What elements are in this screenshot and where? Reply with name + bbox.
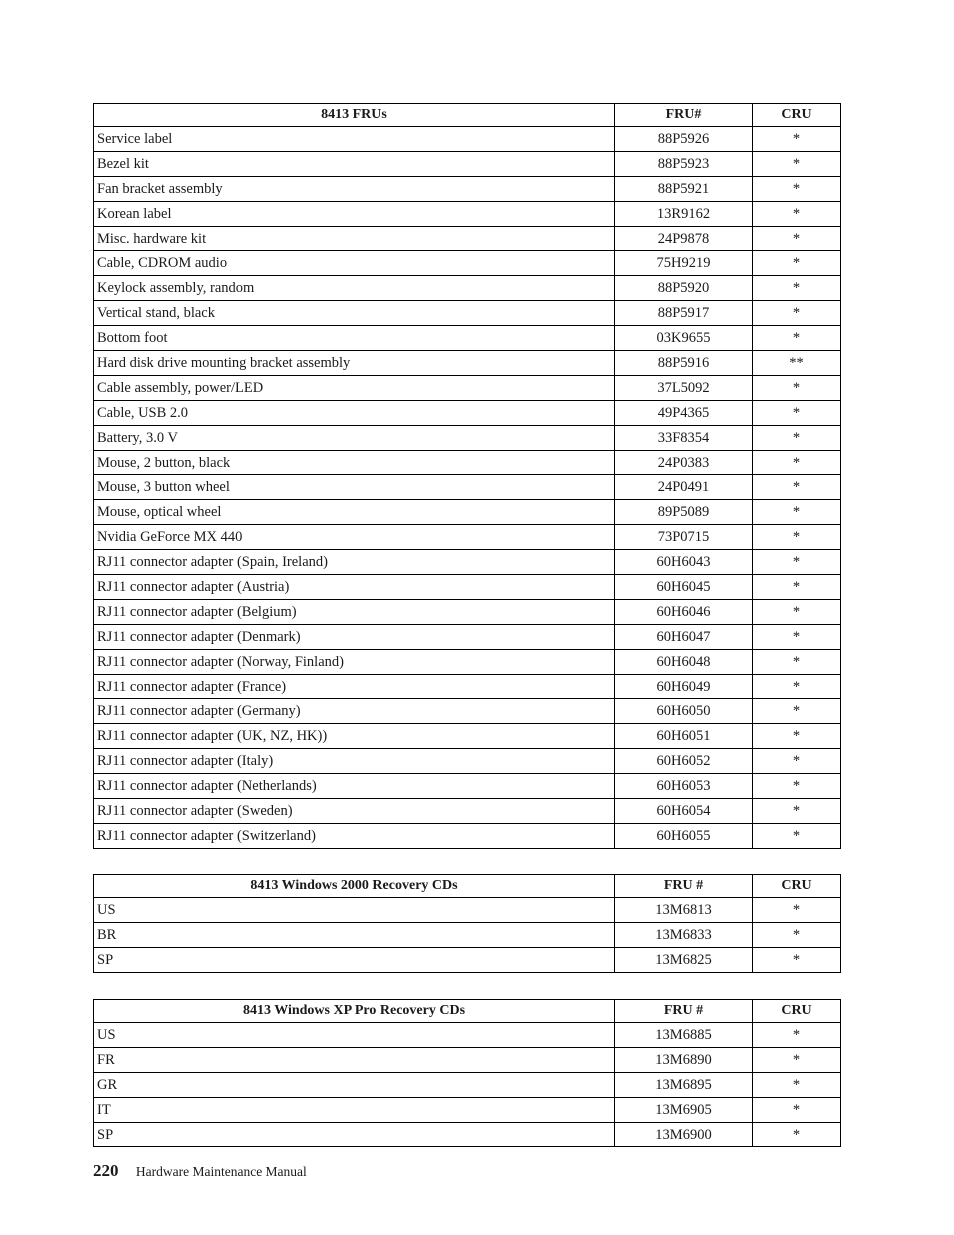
fru-number: 89P5089	[615, 500, 753, 525]
cru-indicator: *	[753, 276, 841, 301]
table-row	[94, 550, 841, 575]
header-description: 8413 Windows XP Pro Recovery CDs	[94, 1000, 615, 1023]
fru-number: 73P0715	[615, 525, 753, 550]
fru-description: Vertical stand, black	[94, 301, 615, 326]
fru-number: 13M6895	[615, 1072, 753, 1097]
fru-number: 88P5926	[615, 127, 753, 152]
header-fru-number: FRU #	[615, 1000, 753, 1023]
cru-indicator: *	[753, 301, 841, 326]
fru-description: RJ11 connector adapter (Germany)	[94, 699, 615, 724]
fru-description: RJ11 connector adapter (Austria)	[94, 575, 615, 600]
fru-number: 60H6047	[615, 624, 753, 649]
fru-number: 60H6046	[615, 599, 753, 624]
fru-description: RJ11 connector adapter (Netherlands)	[94, 774, 615, 799]
fru-description: RJ11 connector adapter (UK, NZ, HK))	[94, 724, 615, 749]
cru-indicator: *	[753, 176, 841, 201]
page-footer	[93, 1161, 307, 1181]
fru-description: Bottom foot	[94, 326, 615, 351]
fru-description: Cable, CDROM audio	[94, 251, 615, 276]
fru-number: 60H6045	[615, 575, 753, 600]
table-row	[94, 176, 841, 201]
fru-description: SP	[94, 947, 615, 972]
fru-description: US	[94, 898, 615, 923]
table-row	[94, 450, 841, 475]
fru-number: 24P0491	[615, 475, 753, 500]
fru-number: 60H6054	[615, 799, 753, 824]
windows-2000-recovery-cds-table	[93, 874, 841, 973]
fru-number: 88P5921	[615, 176, 753, 201]
table-row	[94, 898, 841, 923]
table-row	[94, 699, 841, 724]
fru-table	[93, 103, 841, 849]
fru-description: Korean label	[94, 201, 615, 226]
fru-description: Hard disk drive mounting bracket assembly	[94, 351, 615, 376]
cru-indicator: *	[753, 151, 841, 176]
cru-indicator: *	[753, 375, 841, 400]
fru-number: 88P5920	[615, 276, 753, 301]
table-row	[94, 749, 841, 774]
fru-description: Nvidia GeForce MX 440	[94, 525, 615, 550]
table-header-row	[94, 104, 841, 127]
fru-number: 88P5917	[615, 301, 753, 326]
fru-number: 88P5916	[615, 351, 753, 376]
header-description: 8413 FRUs	[94, 104, 615, 127]
fru-description: US	[94, 1023, 615, 1048]
table-row	[94, 127, 841, 152]
fru-number: 13M6905	[615, 1097, 753, 1122]
fru-description: Cable, USB 2.0	[94, 400, 615, 425]
cru-indicator: *	[753, 724, 841, 749]
fru-description: Mouse, 3 button wheel	[94, 475, 615, 500]
cru-indicator: *	[753, 674, 841, 699]
manual-title: Hardware Maintenance Manual	[135, 1164, 307, 1179]
header-fru-number: FRU #	[615, 875, 753, 898]
fru-description: Fan bracket assembly	[94, 176, 615, 201]
cru-indicator: *	[753, 575, 841, 600]
fru-description: RJ11 connector adapter (France)	[94, 674, 615, 699]
table-row	[94, 799, 841, 824]
fru-number: 24P9878	[615, 226, 753, 251]
cru-indicator: *	[753, 326, 841, 351]
fru-description: Mouse, 2 button, black	[94, 450, 615, 475]
cru-indicator: *	[753, 1047, 841, 1072]
cru-indicator: *	[753, 599, 841, 624]
table-row	[94, 525, 841, 550]
table-row	[94, 475, 841, 500]
table-row	[94, 1047, 841, 1072]
table-row	[94, 226, 841, 251]
fru-number: 60H6052	[615, 749, 753, 774]
table-row	[94, 301, 841, 326]
cru-indicator: **	[753, 351, 841, 376]
fru-description: Misc. hardware kit	[94, 226, 615, 251]
fru-number: 13M6813	[615, 898, 753, 923]
fru-number: 13M6900	[615, 1122, 753, 1147]
table-row	[94, 400, 841, 425]
fru-number: 24P0383	[615, 450, 753, 475]
fru-description: FR	[94, 1047, 615, 1072]
header-cru: CRU	[753, 1000, 841, 1023]
fru-number: 13R9162	[615, 201, 753, 226]
fru-description: RJ11 connector adapter (Switzerland)	[94, 823, 615, 848]
table-header-row	[94, 875, 841, 898]
windows-xp-pro-recovery-cds-table	[93, 999, 841, 1147]
table-row	[94, 774, 841, 799]
table-row	[94, 1023, 841, 1048]
header-cru: CRU	[753, 875, 841, 898]
cru-indicator: *	[753, 699, 841, 724]
header-cru: CRU	[753, 104, 841, 127]
table-row	[94, 649, 841, 674]
table-row	[94, 425, 841, 450]
fru-number: 13M6890	[615, 1047, 753, 1072]
fru-description: BR	[94, 922, 615, 947]
cru-indicator: *	[753, 525, 841, 550]
fru-number: 60H6050	[615, 699, 753, 724]
table-row	[94, 947, 841, 972]
cru-indicator: *	[753, 500, 841, 525]
cru-indicator: *	[753, 749, 841, 774]
fru-number: 88P5923	[615, 151, 753, 176]
cru-indicator: *	[753, 823, 841, 848]
fru-number: 13M6825	[615, 947, 753, 972]
cru-indicator: *	[753, 799, 841, 824]
fru-description: SP	[94, 1122, 615, 1147]
cru-indicator: *	[753, 201, 841, 226]
cru-indicator: *	[753, 624, 841, 649]
table-row	[94, 375, 841, 400]
table-row	[94, 674, 841, 699]
cru-indicator: *	[753, 1122, 841, 1147]
table-row	[94, 500, 841, 525]
fru-number: 60H6055	[615, 823, 753, 848]
table-row	[94, 1097, 841, 1122]
cru-indicator: *	[753, 450, 841, 475]
table-row	[94, 1072, 841, 1097]
fru-number: 60H6048	[615, 649, 753, 674]
table-row	[94, 251, 841, 276]
page-number: 220	[93, 1161, 119, 1180]
table-header-row	[94, 1000, 841, 1023]
table-row	[94, 724, 841, 749]
cru-indicator: *	[753, 550, 841, 575]
table-row	[94, 151, 841, 176]
fru-number: 33F8354	[615, 425, 753, 450]
header-fru-number: FRU#	[615, 104, 753, 127]
cru-indicator: *	[753, 475, 841, 500]
fru-description: GR	[94, 1072, 615, 1097]
fru-description: RJ11 connector adapter (Spain, Ireland)	[94, 550, 615, 575]
fru-description: RJ11 connector adapter (Sweden)	[94, 799, 615, 824]
cru-indicator: *	[753, 226, 841, 251]
fru-number: 13M6885	[615, 1023, 753, 1048]
fru-number: 60H6051	[615, 724, 753, 749]
fru-number: 37L5092	[615, 375, 753, 400]
header-description: 8413 Windows 2000 Recovery CDs	[94, 875, 615, 898]
fru-description: RJ11 connector adapter (Belgium)	[94, 599, 615, 624]
cru-indicator: *	[753, 127, 841, 152]
cru-indicator: *	[753, 425, 841, 450]
table-row	[94, 823, 841, 848]
fru-description: RJ11 connector adapter (Italy)	[94, 749, 615, 774]
table-row	[94, 922, 841, 947]
fru-description: RJ11 connector adapter (Norway, Finland)	[94, 649, 615, 674]
fru-number: 13M6833	[615, 922, 753, 947]
table-row	[94, 599, 841, 624]
fru-description: IT	[94, 1097, 615, 1122]
fru-description: Service label	[94, 127, 615, 152]
cru-indicator: *	[753, 922, 841, 947]
fru-description: Keylock assembly, random	[94, 276, 615, 301]
fru-description: Battery, 3.0 V	[94, 425, 615, 450]
cru-indicator: *	[753, 1072, 841, 1097]
fru-number: 60H6043	[615, 550, 753, 575]
cru-indicator: *	[753, 774, 841, 799]
cru-indicator: *	[753, 1023, 841, 1048]
cru-indicator: *	[753, 251, 841, 276]
cru-indicator: *	[753, 898, 841, 923]
fru-number: 60H6053	[615, 774, 753, 799]
table-row	[94, 624, 841, 649]
table-row	[94, 326, 841, 351]
fru-number: 60H6049	[615, 674, 753, 699]
fru-description: Mouse, optical wheel	[94, 500, 615, 525]
cru-indicator: *	[753, 1097, 841, 1122]
fru-description: Bezel kit	[94, 151, 615, 176]
table-row	[94, 201, 841, 226]
table-row	[94, 351, 841, 376]
fru-description: Cable assembly, power/LED	[94, 375, 615, 400]
fru-number: 03K9655	[615, 326, 753, 351]
cru-indicator: *	[753, 400, 841, 425]
fru-number: 75H9219	[615, 251, 753, 276]
table-row	[94, 575, 841, 600]
cru-indicator: *	[753, 947, 841, 972]
table-row	[94, 1122, 841, 1147]
fru-number: 49P4365	[615, 400, 753, 425]
table-row	[94, 276, 841, 301]
cru-indicator: *	[753, 649, 841, 674]
fru-description: RJ11 connector adapter (Denmark)	[94, 624, 615, 649]
